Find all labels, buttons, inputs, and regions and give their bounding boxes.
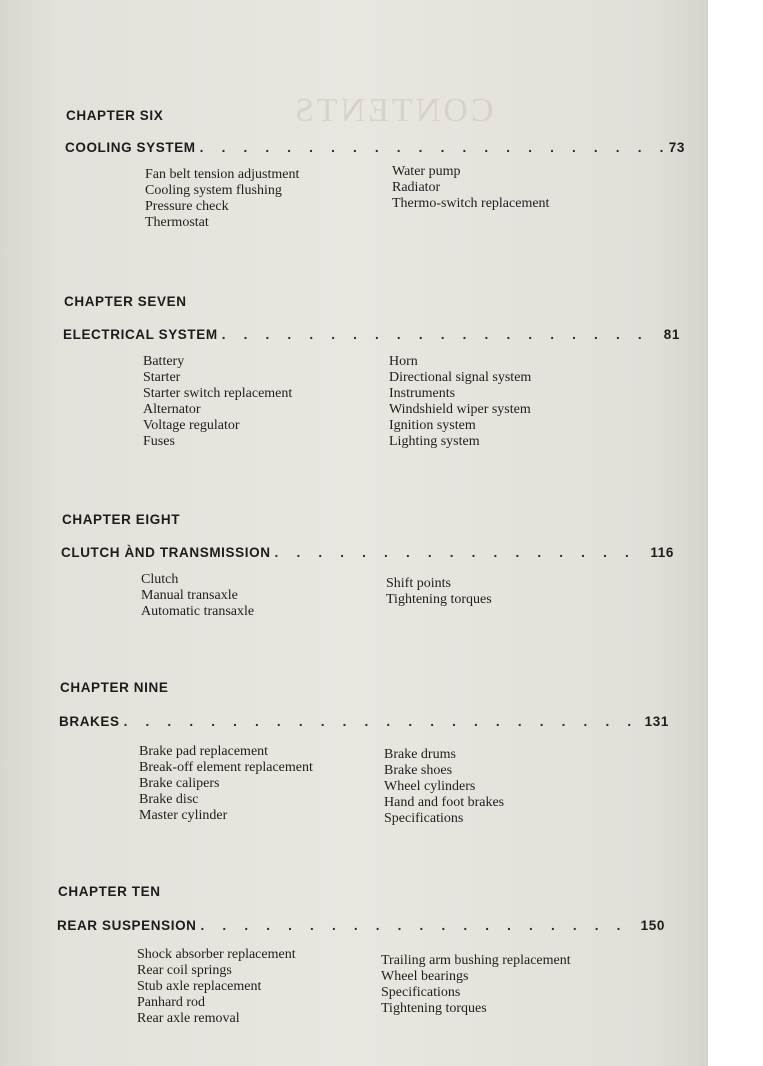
chapter-label: CHAPTER EIGHT — [62, 512, 181, 527]
topic-item: Clutch — [141, 572, 179, 587]
topic-item: Brake drums — [384, 747, 456, 762]
topic-item: Trailing arm bushing replacement — [381, 953, 571, 968]
topic-item: Pressure check — [145, 199, 229, 214]
topic-item: Thermostat — [145, 215, 209, 230]
toc-heading[interactable] — [63, 327, 680, 345]
topic-item: Brake calipers — [139, 776, 220, 791]
dot-leader — [201, 918, 637, 933]
show-through-text: CONTENTS — [292, 92, 494, 129]
page-number: 73 — [668, 140, 685, 155]
topic-item: Directional signal system — [389, 370, 532, 385]
topic-item: Fan belt tension adjustment — [145, 167, 300, 182]
topic-item: Alternator — [143, 402, 201, 417]
chapter-label: CHAPTER NINE — [60, 680, 169, 695]
topic-item: Break-off element replacement — [139, 760, 313, 775]
topic-item: Wheel bearings — [381, 969, 469, 984]
topic-item: Rear coil springs — [137, 963, 232, 978]
section-title: CLUTCH ÀND TRANSMISSION — [61, 545, 271, 560]
topic-list-right — [381, 953, 571, 1017]
topic-item: Horn — [389, 354, 418, 369]
topic-item: Specifications — [384, 811, 464, 826]
topic-list-left — [141, 572, 254, 620]
dot-leader — [275, 545, 647, 560]
topic-item: Ignition system — [389, 418, 476, 433]
topic-item: Tightening torques — [381, 1001, 487, 1016]
topic-item: Automatic transaxle — [141, 604, 255, 619]
topic-item: Hand and foot brakes — [384, 795, 505, 810]
topic-item: Master cylinder — [139, 808, 228, 823]
chapter-label: CHAPTER SEVEN — [64, 294, 187, 309]
topic-item: Specifications — [381, 985, 461, 1000]
topic-item: Brake shoes — [384, 763, 453, 778]
toc-heading[interactable] — [59, 714, 669, 732]
topic-item: Brake pad replacement — [139, 744, 269, 759]
chapter-label: CHAPTER SIX — [66, 108, 164, 123]
section-title: BRAKES — [59, 714, 120, 729]
topic-item: Brake disc — [139, 792, 199, 807]
topic-item: Starter — [143, 370, 181, 385]
topic-item: Cooling system flushing — [145, 183, 282, 198]
topic-item: Stub axle replacement — [137, 979, 262, 994]
topic-item: Thermo-switch replacement — [392, 196, 550, 211]
topic-item: Voltage regulator — [143, 418, 240, 433]
topic-list-right — [384, 747, 504, 827]
page-number: 131 — [644, 714, 669, 729]
topic-list-left — [145, 167, 299, 231]
chapter-label: CHAPTER TEN — [58, 884, 161, 899]
topic-item: Shift points — [386, 576, 451, 591]
topic-item: Battery — [143, 354, 185, 369]
topic-item: Radiator — [392, 180, 441, 195]
section-title: REAR SUSPENSION — [57, 918, 197, 933]
topic-item: Fuses — [143, 434, 175, 449]
dot-leader — [200, 140, 665, 155]
topic-item: Wheel cylinders — [384, 779, 476, 794]
topic-list-right — [392, 164, 549, 212]
topic-item: Starter switch replacement — [143, 386, 293, 401]
topic-item: Instruments — [389, 386, 456, 401]
topic-list-right — [389, 354, 531, 450]
topic-item: Shock absorber replacement — [137, 947, 296, 962]
dot-leader — [222, 327, 660, 342]
toc-heading[interactable] — [65, 140, 685, 158]
page-number: 116 — [650, 545, 674, 560]
topic-list-right — [386, 576, 492, 608]
page-number: 81 — [663, 327, 680, 342]
topic-item: Manual transaxle — [141, 588, 238, 603]
page-number: 150 — [640, 918, 665, 933]
toc-heading[interactable] — [57, 918, 665, 936]
topic-item: Water pump — [392, 164, 461, 179]
topic-list-left — [137, 947, 296, 1027]
topic-item: Panhard rod — [137, 995, 206, 1010]
topic-item: Tightening torques — [386, 592, 492, 607]
toc-heading[interactable] — [61, 545, 674, 563]
topic-item: Windshield wiper system — [389, 402, 531, 417]
dot-leader — [124, 714, 641, 729]
topic-item: Rear axle removal — [137, 1011, 240, 1026]
section-title: COOLING SYSTEM — [65, 140, 196, 155]
topic-list-left — [139, 744, 313, 824]
section-title: ELECTRICAL SYSTEM — [63, 327, 218, 342]
topic-list-left — [143, 354, 292, 450]
topic-item: Lighting system — [389, 434, 480, 449]
